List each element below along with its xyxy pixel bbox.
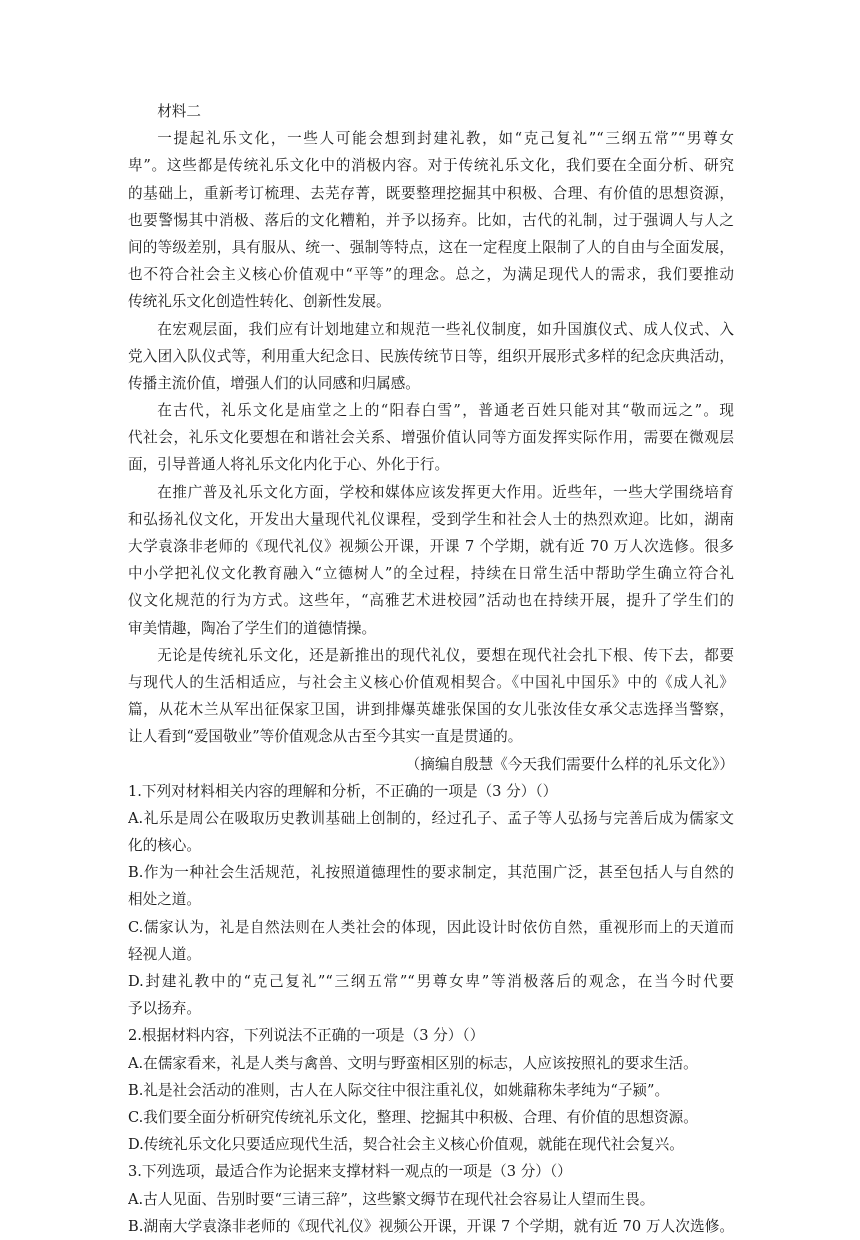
- paragraph-2: [128, 316, 734, 398]
- text-line: 和弘扬礼仪文化，开发出大量现代礼仪课程，受到学生和社会人士的热烈欢迎。比如，湖南: [128, 510, 734, 528]
- text-line: 审美情趣，陶冶了学生们的道德情操。: [128, 619, 377, 637]
- option-d-cont: 予以扬弃。: [128, 1000, 201, 1018]
- question-2: [128, 1022, 734, 1158]
- text-line: 党入团入队仪式等，利用重大纪念日、民族传统节日等，组织开展形式多样的纪念庆典活动，: [128, 347, 734, 365]
- text-line: 在宏观层面，我们应有计划地建立和规范一些礼仪制度，如升国旗仪式、成人仪式、入: [157, 320, 734, 338]
- text-line: 大学袁涤非老师的《现代礼仪》视频公开课，开课 7 个学期，就有近 70 万人次选修。很多: [128, 538, 734, 555]
- source-citation: （摘编自殷慧《今天我们需要什么样的礼乐文化》）: [405, 755, 734, 773]
- question-stem: 1.下列对材料相关内容的理解和分析，不正确的一项是（3 分）（）: [128, 782, 558, 800]
- option-a: A.在儒家看来，礼是人类与禽兽、文明与野蛮相区别的标志，人应该按照礼的要求生活。: [128, 1054, 698, 1072]
- text-line: 一提起礼乐文化，一些人可能会想到封建礼教，如“克己复礼”“三纲五常”“男尊女: [157, 130, 734, 148]
- text-line: 在古代，礼乐文化是庙堂之上的“阳春白雪”，普通老百姓只能对其“敬而远之”。现: [157, 402, 734, 420]
- option-a-cont: 化的核心。: [128, 837, 201, 855]
- paragraph-5: [128, 642, 734, 751]
- question-stem: 2.根据材料内容，下列说法不正确的一项是（3 分）（）: [128, 1027, 485, 1045]
- option-b: B.湖南大学袁涤非老师的《现代礼仪》视频公开课，开课 7 个学期，就有近 70 万人次选修。: [128, 1217, 734, 1235]
- text-line: 间的等级差别，具有服从、统一、强制等特点，这在一定程度上限制了人的自由与全面发展，: [128, 238, 734, 256]
- text-line: 也要警惕其中消极、落后的文化糟粕，并予以扬弃。比如，古代的礼制，过于强调人与人之: [128, 211, 734, 229]
- option-d: D.封建礼教中的“克己复礼”“三纲五常”“男尊女卑”等消极落后的观念，在当今时代要: [128, 973, 734, 990]
- text-line: 篇，从花木兰从军出征保家卫国，讲到排爆英雄张保国的女儿张汝佳女承父志选择当警察，: [128, 701, 734, 719]
- text-line: 也不符合社会主义核心价值观中“平等”的理念。总之，为满足现代人的需求，我们要推动: [128, 266, 734, 284]
- option-c: C.儒家认为，礼是自然法则在人类社会的体现，因此设计时依仿自然，重视形而上的天道而: [128, 918, 734, 936]
- option-b-cont: 相处之道。: [128, 891, 201, 909]
- material-title: 材料二: [157, 103, 201, 120]
- text-line: 让人看到“爱国敬业”等价值观念从古至今其实一直是贯通的。: [128, 728, 523, 746]
- paragraph-1: [128, 125, 734, 315]
- text-line: 中小学把礼仪文化教育融入“立德树人”的全过程，持续在日常生活中帮助学生确立符合礼: [128, 565, 734, 583]
- text-line: 与现代人的生活相适应，与社会主义核心价值观相契合。《中国礼中国乐》中的《成人礼》: [128, 673, 734, 691]
- text-line: 代社会，礼乐文化要想在和谐社会关系、增强价值认同等方面发挥实际作用，需要在微观层: [128, 429, 734, 447]
- text-line: 传播主流价值，增强人们的认同感和归属感。: [128, 374, 420, 392]
- option-c: C.我们要全面分析研究传统礼乐文化，整理、挖掘其中积极、合理、有价值的思想资源。: [128, 1108, 698, 1126]
- text-line: 卑”。这些都是传统礼乐文化中的消极内容。对于传统礼乐文化，我们要在全面分析、研究: [128, 157, 734, 175]
- material-two: [128, 98, 734, 1240]
- paragraph-3: [128, 397, 734, 479]
- text-line: 在推广普及礼乐文化方面，学校和媒体应该发挥更大作用。近些年，一些大学围绕培育: [157, 483, 734, 501]
- option-b: B.作为一种社会生活规范，礼按照道德理性的要求制定，其范围广泛，甚至包括人与自然的: [128, 864, 734, 882]
- question-stem: 3.下列选项，最适合作为论据来支撑材料一观点的一项是（3 分）（）: [128, 1163, 572, 1181]
- text-line: 的基础上，重新考订梳理、去芜存菁，既要整理挖掘其中积极、合理、有价值的思想资源，: [128, 184, 734, 202]
- question-1: [128, 778, 734, 1023]
- text-line: 传统礼乐文化创造性转化、创新性发展。: [128, 293, 391, 311]
- text-line: 面，引导普通人将礼乐文化内化于心、外化于行。: [128, 456, 450, 474]
- option-c-cont: 轻视人道。: [128, 945, 201, 963]
- option-a: A.古人见面、告别时要“三请三辞”，这些繁文缛节在现代社会容易让人望而生畏。: [128, 1190, 655, 1208]
- question-3: [128, 1158, 734, 1240]
- text-line: 无论是传统礼乐文化，还是新推出的现代礼仪，要想在现代社会扎下根、传下去，都要: [157, 646, 734, 664]
- option-b: B.礼是社会活动的准则，古人在人际交往中很注重礼仪，如姚鼐称朱孝纯为“子颍”。: [128, 1081, 670, 1099]
- option-a: A.礼乐是周公在吸取历史教训基础上创制的，经过孔子、孟子等人弘扬与完善后成为儒家文: [128, 809, 734, 827]
- paragraph-4: [128, 479, 734, 642]
- option-d: D.传统礼乐文化只要适应现代生活，契合社会主义核心价值观，就能在现代社会复兴。: [128, 1136, 684, 1154]
- text-line: 仪文化规范的行为方式。这些年，“高雅艺术进校园”活动也在持续开展，提升了学生们的: [128, 592, 734, 610]
